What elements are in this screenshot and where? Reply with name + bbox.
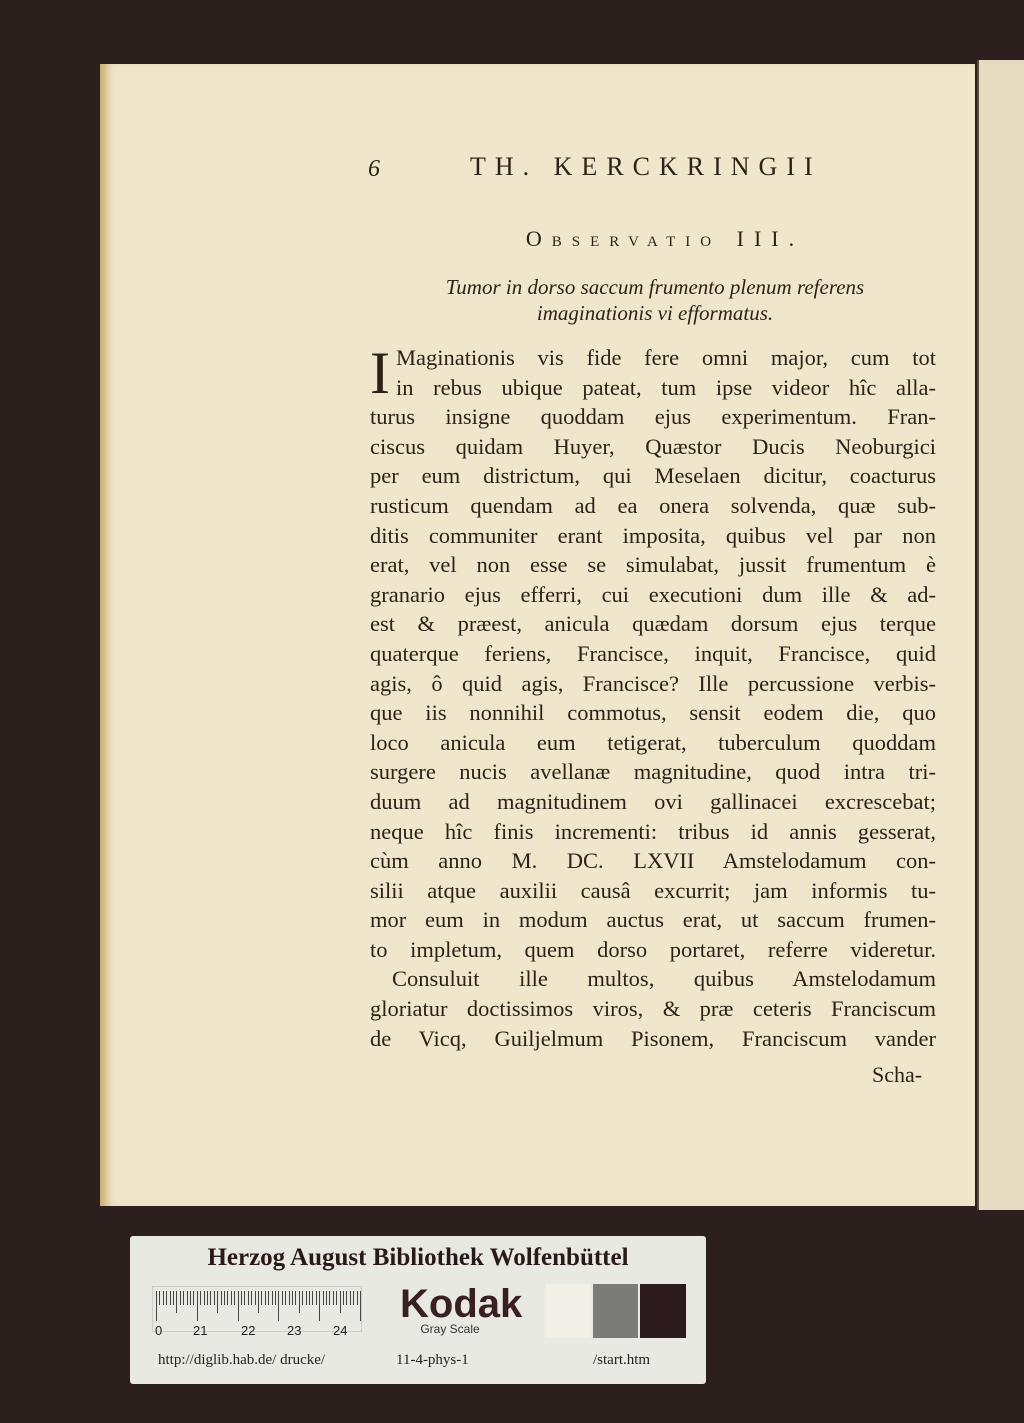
ruler-tick (227, 1291, 228, 1305)
text-line: neque hîc finis incrementi: tribus id annis gesserat, (370, 818, 936, 844)
text-line: quaterque feriens, Francisce, inquit, Francisce, quid (370, 640, 936, 666)
ruler-tick (187, 1291, 188, 1305)
ruler-tick (299, 1291, 300, 1313)
text-line: erat, vel non esse se simulabat, jussit frumentum è (370, 552, 936, 578)
text-line: de Vicq, Guiljelmum Pisonem, Franciscum vander (370, 1025, 936, 1051)
text-line: ditis communiter erant imposita, quibus vel par non (370, 522, 936, 548)
ruler-tick (224, 1291, 225, 1305)
text-line: est & præest, anicula quædam dorsum ejus terque (370, 611, 936, 637)
body-text (370, 340, 936, 1053)
page-number: 6 (368, 156, 380, 182)
ruler-tick (204, 1291, 205, 1305)
ruler-tick (176, 1291, 177, 1313)
text-line: Consuluit ille multos, quibus Amstelodamum (392, 966, 936, 992)
kodak-logo: Kodak (400, 1282, 523, 1326)
ruler-tick (183, 1291, 184, 1305)
swatch-black (640, 1284, 686, 1338)
ruler-tick (166, 1291, 167, 1305)
text-line: silii atque auxilii causâ excurrit; jam informis tu- (370, 877, 936, 903)
ruler-tick (357, 1291, 358, 1305)
text-line: mor eum in modum auctus erat, ut saccum frumen- (370, 907, 936, 933)
ruler-tick (238, 1291, 239, 1321)
ruler-tick (207, 1291, 208, 1305)
swatch-white (545, 1284, 591, 1338)
ruler-tick (200, 1291, 201, 1305)
ruler-tick (258, 1291, 259, 1313)
ruler-tick (214, 1291, 215, 1305)
ruler-tick (295, 1291, 296, 1305)
ruler-tick (251, 1291, 252, 1305)
subtitle-line: imaginationis vi efformatus. (536, 301, 774, 325)
ruler-tick (170, 1291, 171, 1305)
ruler-tick (323, 1291, 324, 1305)
ruler-tick (159, 1291, 160, 1305)
ruler-tick (353, 1291, 354, 1305)
ruler-tick (255, 1291, 256, 1305)
color-reference-card (130, 1236, 706, 1384)
ruler-label: 22 (241, 1323, 256, 1338)
text-line: agis, ô quid agis, Francisce? Ille percussione verbis- (370, 670, 936, 696)
ruler-tick (272, 1291, 273, 1305)
section-title: Observatio III. (525, 226, 805, 251)
ruler-tick (329, 1291, 330, 1305)
text-line: cùm anno M. DC. LXVII Amstelodamum con- (370, 848, 936, 874)
ruler-tick (346, 1291, 347, 1305)
ruler-tick (248, 1291, 249, 1305)
ruler (152, 1286, 362, 1338)
text-line: granario ejus efferri, cui executioni dum ille & ad- (370, 581, 936, 607)
ruler-tick (282, 1291, 283, 1305)
ruler-tick (306, 1291, 307, 1305)
ruler-tick (173, 1291, 174, 1305)
ruler-label: 21 (193, 1323, 208, 1338)
drop-cap: I (370, 340, 390, 406)
ruler-tick (360, 1291, 361, 1321)
text-line: surgere nucis avellanæ magnitudine, quod intra tri- (370, 759, 936, 785)
url-left: http://diglib.hab.de/ drucke/ (158, 1352, 326, 1368)
ruler-tick (319, 1291, 320, 1321)
ruler-label: 23 (287, 1323, 302, 1338)
ruler-tick (289, 1291, 290, 1305)
swatch-gray (593, 1284, 638, 1338)
ruler-tick (231, 1291, 232, 1305)
ruler-tick (336, 1291, 337, 1305)
ruler-tick (193, 1291, 194, 1305)
library-name: Herzog August Bibliothek Wolfenbüttel (207, 1244, 629, 1271)
ruler-tick (234, 1291, 235, 1305)
ruler-tick (309, 1291, 310, 1305)
text-line: rusticum quendam ad ea onera solvenda, quæ sub- (370, 492, 936, 518)
url-right: /start.htm (593, 1352, 651, 1368)
ruler-tick (221, 1291, 222, 1305)
ruler-tick (312, 1291, 313, 1305)
text-line: ciscus quidam Huyer, Quæstor Ducis Neoburgici (370, 433, 936, 459)
ruler-tick (326, 1291, 327, 1305)
text-line: que iis nonnihil commotus, sensit eodem die, quo (370, 700, 936, 726)
ruler-tick (244, 1291, 245, 1305)
text-line: Maginationis vis fide fere omni major, cum tot (395, 345, 936, 370)
ruler-tick (343, 1291, 344, 1305)
text-line: in rebus ubique pateat, tum ipse videor hîc alla- (395, 374, 936, 400)
text-line: turus insigne quoddam ejus experimentum. Fran- (370, 404, 936, 430)
ruler-tick (333, 1291, 334, 1305)
ruler-label: 24 (333, 1323, 348, 1338)
text-line: loco anicula eum tetigerat, tuberculum quoddam (370, 729, 936, 755)
catchword: Scha- (872, 1062, 923, 1087)
ruler-tick (241, 1291, 242, 1305)
ruler-tick (217, 1291, 218, 1313)
ruler-tick (268, 1291, 269, 1305)
gray-scale-label: Gray Scale (420, 1322, 480, 1336)
ruler-tick (278, 1291, 279, 1321)
ruler-tick (350, 1291, 351, 1305)
running-head: TH. KERCKRINGII (470, 152, 822, 181)
ruler-tick (261, 1291, 262, 1305)
ruler-tick (180, 1291, 181, 1305)
ruler-tick (275, 1291, 276, 1305)
text-line: gloriatur doctissimos viros, & præ ceteris Franciscum (370, 996, 936, 1022)
ruler-tick (163, 1291, 164, 1305)
ruler-tick (316, 1291, 317, 1305)
subtitle-line: Tumor in dorso saccum frumento plenum referens (445, 275, 865, 299)
ruler-tick (340, 1291, 341, 1313)
next-page-edge (977, 60, 1024, 1210)
ruler-tick (292, 1291, 293, 1305)
text-line: duum ad magnitudinem ovi gallinacei excrescebat; (370, 788, 936, 814)
text-line: to impletum, quem dorso portaret, referre videretur. (370, 936, 936, 962)
ruler-tick (285, 1291, 286, 1305)
ruler-tick (210, 1291, 211, 1305)
ruler-tick (190, 1291, 191, 1305)
signature: 11-4-phys-1 (396, 1352, 469, 1368)
ruler-tick (302, 1291, 303, 1305)
ruler-tick (265, 1291, 266, 1305)
ruler-tick (197, 1291, 198, 1321)
text-line: per eum districtum, qui Meselaen dicitur, coacturus (370, 463, 936, 489)
ruler-label: 0 (155, 1323, 163, 1338)
ruler-tick (156, 1291, 157, 1321)
